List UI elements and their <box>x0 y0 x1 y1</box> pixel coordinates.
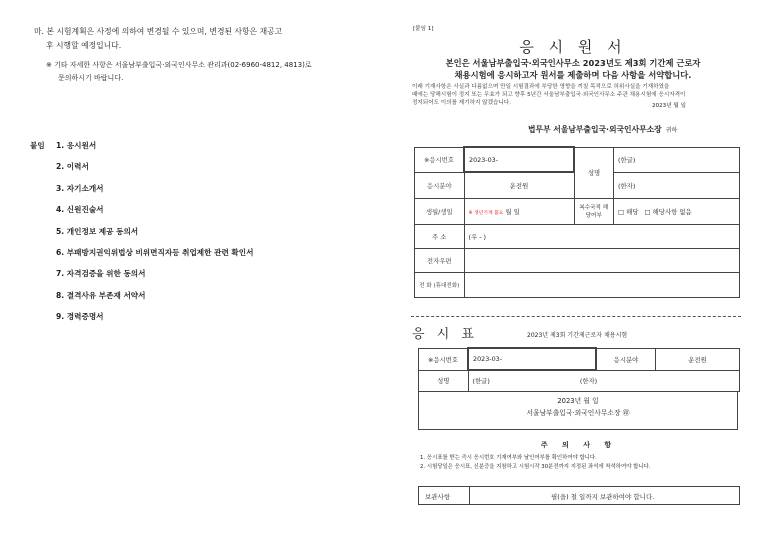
name-label: 성명 <box>574 147 614 198</box>
notice-item: 2. 시험당일은 응시표, 신분증을 지참하고 시험시작 30분전까지 지정된 좌석에 착석하여야 합니다. <box>420 464 651 470</box>
attachment-label: 붙임 <box>30 141 45 150</box>
attachment-item: 7. 자격검증을 위한 동의서 <box>56 269 146 279</box>
form-title: 응 시 원 서 <box>519 38 627 56</box>
ticket-name-field[interactable] <box>468 370 740 391</box>
keep-text: 필(을) 철 일까지 보관하여야 합니다. <box>551 493 655 501</box>
address-field[interactable]: (우 - ) <box>464 224 740 248</box>
field-value[interactable]: 운전원 <box>464 172 574 198</box>
dual-no-checkbox[interactable]: □ 해당사항 없음 <box>644 207 692 216</box>
attachment-item: 6. 부패방지권익위법상 비위면직자등 취업제한 관련 확인서 <box>56 247 254 257</box>
email-label: 전자우편 <box>415 248 465 272</box>
ticket-table <box>418 347 740 392</box>
birth-note: ※ 생년기재 불요 <box>468 210 504 216</box>
birth-field[interactable] <box>464 198 574 224</box>
contact-line: ※ 기타 자세한 사항은 서울남부출입국·외국인사무소 관리과(02-6960-4812, 4813)로 <box>46 61 312 69</box>
ticket-signer: 서울남부출입국·외국인사무소장 ㊞ <box>526 409 630 417</box>
attachment-item: 9. 경력증명서 <box>56 312 104 322</box>
ticket-date: 2023년 월 일 <box>557 397 599 405</box>
name-hangul-field[interactable]: (한글) <box>614 147 740 172</box>
exam-no-label: ※응시번호 <box>415 147 465 172</box>
keep-divider <box>469 487 470 504</box>
phone-label: 전 화 (휴대전화) <box>415 272 465 297</box>
exam-no-field[interactable]: 2023-03- <box>464 147 574 172</box>
attachment-item: 2. 이력서 <box>56 162 89 172</box>
ticket-exam-no-field[interactable]: 2023-03- <box>468 348 596 370</box>
birth-label: 생월/생일 <box>415 198 465 224</box>
attachment-item: 3. 자기소개서 <box>56 183 104 193</box>
notice-title: 주 의 사 항 <box>540 441 618 449</box>
ticket-title: 응 시 표 <box>412 327 478 342</box>
birth-value: 월 일 <box>505 207 520 216</box>
application-table <box>414 146 740 298</box>
attachment-list <box>30 140 253 333</box>
form-signer <box>528 124 677 135</box>
form-pledge <box>412 83 738 107</box>
contact-note <box>34 59 364 85</box>
notice-line: 후 시행할 예정입니다. <box>46 41 122 50</box>
ticket-hangul: (한글) <box>472 377 490 386</box>
ticket-hanja: (한자) <box>579 377 598 386</box>
contact-line: 문의하시기 바랍니다. <box>58 74 124 82</box>
email-field[interactable] <box>464 248 740 272</box>
dual-options <box>614 198 740 224</box>
attachment-item: 1. 응시원서 <box>56 141 97 150</box>
keep-box <box>418 486 740 505</box>
pledge-line: 정지되어도 이의를 제기하지 않겠습니다. <box>412 100 511 106</box>
ticket-field-value[interactable]: 운전원 <box>656 348 740 370</box>
form-date: 2023년 월 일 <box>652 103 687 109</box>
pledge-line: 때에는 당해시험이 정지 또는 무효가 되고 향후 5년간 서울남부출입국·외국인사무소 주관 채용시험에 응시자격이 <box>412 92 686 98</box>
ticket-exam-no-label: ※응시번호 <box>419 348 469 370</box>
notice-item: 1. 응시표를 받는 즉시 응시번호 기재여부와 날인여부를 확인하여야 합니다. <box>420 455 597 461</box>
address-label: 주 소 <box>415 224 465 248</box>
attachment-item: 8. 결격사유 부존재 서약서 <box>56 290 146 300</box>
attachment-item: 4. 신원진술서 <box>56 205 104 215</box>
signer-name: 법무부 서울남부출입국·외국인사무소장 <box>528 125 662 134</box>
lead-line: 채용시험에 응시하고자 원서를 제출하며 다음 사항을 서약합니다. <box>454 70 692 80</box>
form-lead <box>408 57 738 81</box>
form-tag: [붙임 1] <box>413 26 434 32</box>
cut-line <box>411 316 741 317</box>
signer-suffix: 귀하 <box>665 127 678 134</box>
notice-block <box>34 25 364 85</box>
dual-yes-checkbox[interactable]: □ 해당 <box>618 207 639 216</box>
name-hanja-field[interactable]: (한자) <box>614 172 740 198</box>
field-label: 응시분야 <box>415 172 465 198</box>
notice-line: 마. 본 시험계획은 사정에 의하여 변경될 수 있으며, 변경된 사항은 재공고 <box>34 27 283 36</box>
ticket-subtitle: 2023년 제3회 기간제근로자 채용시험 <box>527 332 628 339</box>
keep-label: 보관사항 <box>425 493 451 501</box>
notice-list <box>420 454 740 472</box>
dual-label: 복수국적 해당여부 <box>574 198 614 224</box>
phone-field[interactable] <box>464 272 740 297</box>
attachment-item: 5. 개인정보 제공 동의서 <box>56 226 139 236</box>
ticket-stamp-box <box>418 391 738 430</box>
lead-line: 본인은 서울남부출입국·외국인사무소 2023년도 제3회 기간제 근로자 <box>445 58 701 68</box>
ticket-name-label: 성명 <box>419 370 469 391</box>
ticket-field-label: 응시분야 <box>596 348 656 370</box>
pledge-line: 이래 기재사항은 사실과 다름없으며 만일 시험결과에 부당한 영향을 끼칠 목적으로 허위사실을 기재하였을 <box>412 84 670 90</box>
